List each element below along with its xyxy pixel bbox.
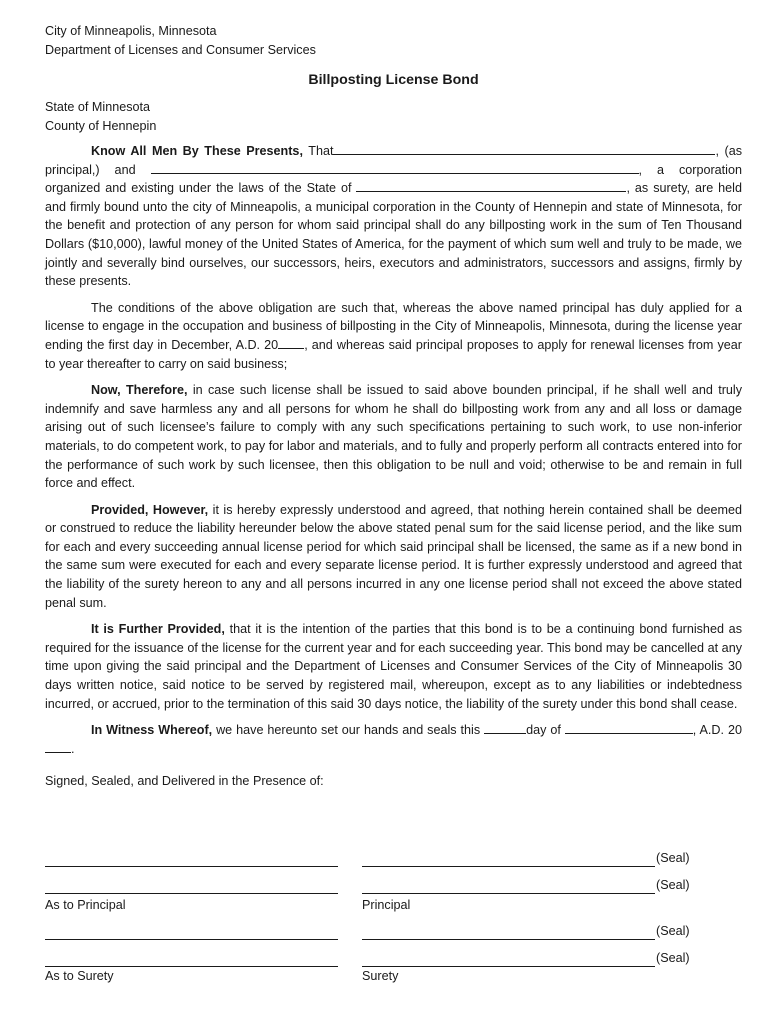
paragraph-witness: In Witness Whereof, we have hereunto set our hands and seals this day of , A.D. 20. [45, 721, 742, 758]
venue-state: State of Minnesota [45, 100, 151, 114]
caption-as-to-surety: As to Surety [45, 969, 114, 983]
seal-label-3: (Seal) [656, 924, 690, 938]
lead-know-all-men: Know All Men By These Presents, [91, 144, 303, 158]
page-title: Billposting License Bond [308, 72, 479, 88]
surety-name-blank[interactable] [151, 161, 639, 174]
surety-signature-line-1[interactable] [362, 939, 655, 940]
surety-state-blank[interactable] [356, 179, 626, 192]
seal-label-2: (Seal) [656, 878, 690, 892]
witness-surety-line-1[interactable] [45, 939, 338, 940]
principal-signature-line-2[interactable] [362, 893, 655, 894]
venue [45, 98, 742, 136]
signed-sealed-delivered: Signed, Sealed, and Delivered in the Presence of: [45, 774, 324, 789]
caption-principal: Principal [362, 898, 411, 912]
witness-day-blank[interactable] [484, 721, 526, 734]
seal-label-4: (Seal) [656, 951, 690, 965]
witness-year-blank[interactable] [45, 740, 71, 753]
header-city: City of Minneapolis, Minnesota [45, 24, 217, 38]
principal-signature-line-1[interactable] [362, 866, 655, 867]
witness-month-blank[interactable] [565, 721, 693, 734]
caption-as-to-principal: As to Principal [45, 898, 126, 912]
header-department: Department of Licenses and Consumer Services [45, 43, 316, 57]
lead-witness-whereof: In Witness Whereof, [91, 723, 213, 738]
seal-label-1: (Seal) [656, 851, 690, 865]
principal-name-blank[interactable] [333, 142, 715, 155]
witness-surety-line-2[interactable] [45, 966, 338, 967]
lead-provided-however: Provided, However, [91, 502, 209, 517]
paragraph-conditions: The conditions of the above obligation are such that, whereas the above named principal has duly applied for a license to engage in the occupation and business of billposting in the City of Minneapolis, Minnesota, during the license year ending the first day in December, A.D. 20 , and whereas said principal proposes to apply for renewal licenses from year to year thereafter to carry on said business; [45, 300, 742, 371]
caption-surety: Surety [362, 969, 399, 983]
venue-county: County of Hennepin [45, 119, 157, 133]
paragraph-presents: Know All Men By These Presents, That , (as principal,) and , a corporation organized and existing under the laws of the State of , as surety, are held and firmly bound unto the city of Minneapolis, a municipal corporation in the County of Hennepin and state of Minnesota, for the benefit and protection of any person for whom said principal shall do any billposting work in the sum of Ten Thousand Dollars ($10,000), lawful money of the United States of America, for the payment of which sum well and truly to be made, we jointly and severally bind ourselves, our successors, heirs, executors and administrators, successors and assigns, firmly by these presents. [45, 144, 742, 289]
paragraph-provided-however: Provided, However, it is hereby expressly understood and agreed, that nothing herein contained shall be deemed or construed to reduce the liability hereunder below the above stated penal sum for the said license period, and the like sum for each and every succeeding annual license period for which said principal shall be licensed, the same as if a new bond in the same sum were executed for each and every separate license period. It is further expressly understood and agreed that the liability of the surety hereon to any and all persons incurred in any one license period shall not exceed the above stated penal sum. [45, 502, 743, 610]
surety-signature-line-2[interactable] [362, 966, 655, 967]
paragraph-now-therefore: Now, Therefore, in case such license shall be issued to said above bounden principal, if he shall well and truly indemnify and save harmless any and all persons for whom he shall do billposting work from any and all loss or damage arising out of such licensee’s failure to comply with any such specifications pertaining to such work, to use non-inferior materials, to do competent work, to pay for labor and materials, and to fully and properly perform all contracts entered into for the performance of such work by such licensee, then this obligation to be null and void; otherwise to be and remain in full force and effect. [45, 383, 742, 491]
witness-principal-line-2[interactable] [45, 893, 338, 894]
witness-principal-line-1[interactable] [45, 866, 338, 867]
paragraph-further-provided: It is Further Provided, that it is the intention of the parties that this bond is to be a continuing bond furnished as required for the issuance of the license for the current year and for each succeeding year. This bond may be cancelled at any time upon giving the said principal and the Department of Licenses and Consumer Services of the City of Minneapolis 30 days written notice, said notice to be served by registered mail, whereupon, except as to any liabilities or indebtedness incurred, or accrued, prior to the termination of this said 30 days notice, the liability of the surety under this bond shall cease. [45, 622, 742, 711]
lead-now-therefore: Now, Therefore, [91, 383, 188, 398]
license-year-blank[interactable] [278, 336, 304, 349]
lead-further-provided: It is Further Provided, [91, 622, 225, 637]
